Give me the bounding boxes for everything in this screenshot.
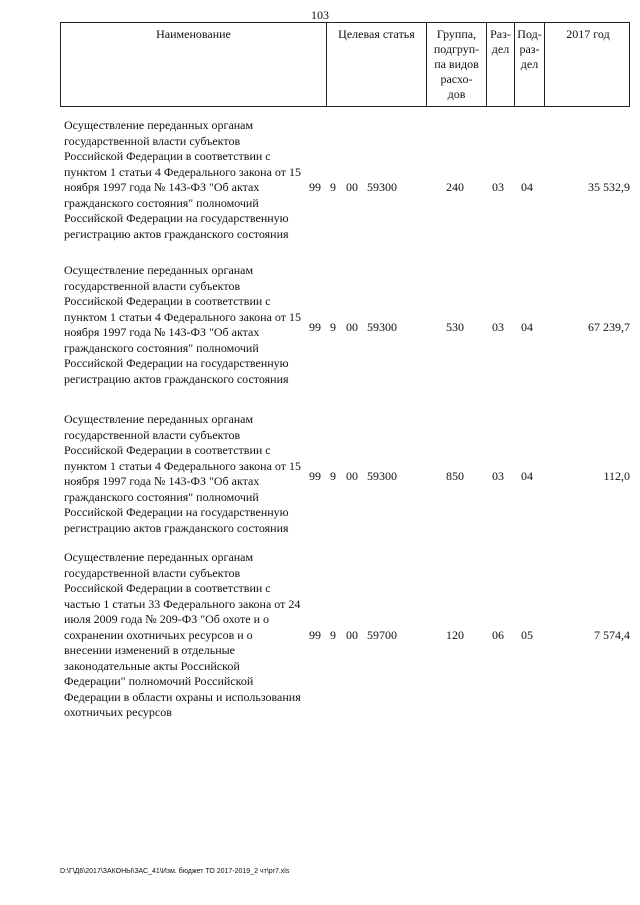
target-code-3: 00 bbox=[346, 469, 358, 483]
page-number: 103 bbox=[311, 8, 329, 22]
target-code-1: 99 bbox=[309, 320, 321, 334]
amount: 112,0 bbox=[603, 469, 630, 483]
file-path-footer: D:\Г\Д6\2017\ЗАКОНЫ\ЗАС_41\Изм. бюджет ТО 2017-2019_2 чт\pr7.xls bbox=[60, 868, 290, 875]
razdel-code: 03 bbox=[492, 180, 504, 194]
target-code-2: 9 bbox=[330, 469, 336, 483]
header-name: Наименование bbox=[156, 27, 231, 41]
table-row bbox=[60, 118, 630, 242]
podrazdel-code: 05 bbox=[521, 628, 533, 642]
target-code-2: 9 bbox=[330, 320, 336, 334]
table-row bbox=[60, 412, 630, 536]
target-code-4: 59300 bbox=[367, 469, 397, 483]
target-code-3: 00 bbox=[346, 628, 358, 642]
razdel-code: 03 bbox=[492, 320, 504, 334]
target-code-4: 59300 bbox=[367, 320, 397, 334]
target-code-3: 00 bbox=[346, 180, 358, 194]
razdel-code: 06 bbox=[492, 628, 504, 642]
row-name: Осуществление переданных органам государственной власти субъектов Российской Федерации в соответствии с частью 1 статьи 33 Федерального закона от 24 июля 2009 года № 209-ФЗ "Об охоте и о сохранении охотничьих ресурсов и о внесении изменений в отдельные законодательные акты Российской Федерации" полномочий Российской Федерации в области охраны и использования охотничьих ресурсов bbox=[64, 550, 301, 719]
target-code-2: 9 bbox=[330, 628, 336, 642]
podrazdel-code: 04 bbox=[521, 469, 533, 483]
target-code-1: 99 bbox=[309, 469, 321, 483]
target-code-2: 9 bbox=[330, 180, 336, 194]
row-name: Осуществление переданных органам государственной власти субъектов Российской Федерации в соответствии с пунктом 1 статьи 4 Федерального закона от 15 ноября 1997 года № 143-ФЗ "Об актах гражданского состояния" полномочий Российской Федерации на государственную регистрацию актов гражданского состояния bbox=[64, 412, 301, 535]
target-code-1: 99 bbox=[309, 180, 321, 194]
header-group: Группа, подгруп- па видов расхо- дов bbox=[426, 23, 486, 106]
target-code-4: 59300 bbox=[367, 180, 397, 194]
group-code: 530 bbox=[446, 320, 464, 334]
header-target-article: Целевая статья bbox=[326, 23, 426, 106]
group-code: 850 bbox=[446, 469, 464, 483]
header-podrazdel: Под- раз- дел bbox=[514, 23, 544, 106]
target-code-3: 00 bbox=[346, 320, 358, 334]
header-year: 2017 год bbox=[544, 23, 631, 106]
podrazdel-code: 04 bbox=[521, 320, 533, 334]
target-code-4: 59700 bbox=[367, 628, 397, 642]
table-row bbox=[60, 263, 630, 387]
table-row bbox=[60, 550, 630, 722]
amount: 35 532,9 bbox=[588, 180, 630, 194]
razdel-code: 03 bbox=[492, 469, 504, 483]
table-header bbox=[60, 22, 630, 107]
group-code: 240 bbox=[446, 180, 464, 194]
header-razdel: Раз- дел bbox=[486, 23, 514, 106]
target-code-1: 99 bbox=[309, 628, 321, 642]
amount: 7 574,4 bbox=[594, 628, 630, 642]
amount: 67 239,7 bbox=[588, 320, 630, 334]
row-name: Осуществление переданных органам государственной власти субъектов Российской Федерации в соответствии с пунктом 1 статьи 4 Федерального закона от 15 ноября 1997 года № 143-ФЗ "Об актах гражданского состояния" полномочий Российской Федерации на государственную регистрацию актов гражданского состояния bbox=[64, 118, 301, 241]
podrazdel-code: 04 bbox=[521, 180, 533, 194]
row-name: Осуществление переданных органам государственной власти субъектов Российской Федерации в соответствии с пунктом 1 статьи 4 Федерального закона от 15 ноября 1997 года № 143-ФЗ "Об актах гражданского состояния" полномочий Российской Федерации на государственную регистрацию актов гражданского состояния bbox=[64, 263, 301, 386]
group-code: 120 bbox=[446, 628, 464, 642]
